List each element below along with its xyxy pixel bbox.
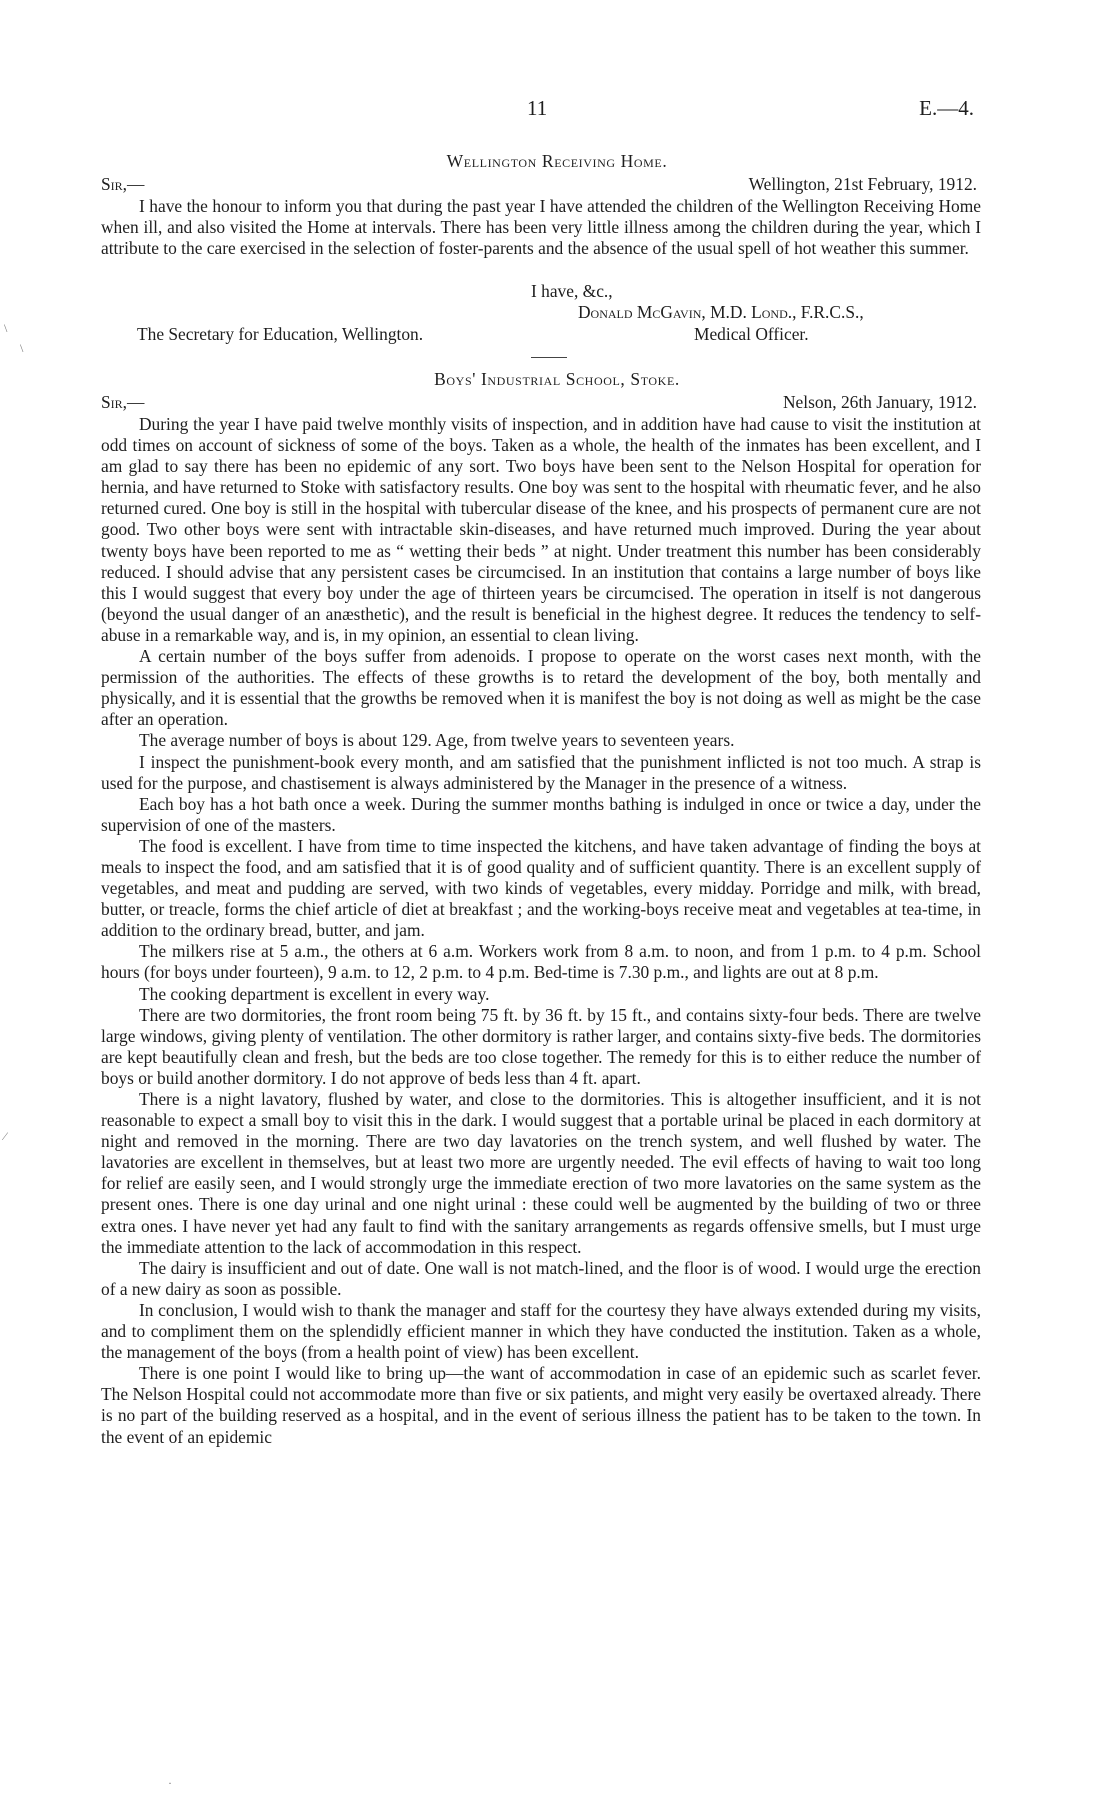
salutation: Sir,— bbox=[101, 174, 145, 194]
document-reference: E.—4. bbox=[919, 96, 974, 120]
paragraph: The cooking department is excellent in every way. bbox=[139, 983, 490, 1004]
closing: I have, &c., bbox=[531, 281, 613, 301]
paragraph: The average number of boys is about 129. Age, from twelve years to seventeen years. bbox=[139, 730, 735, 751]
paragraph: In conclusion, I would wish to thank the manager and staff for the courtesy they have always extended during my visits, and to compliment them on the splendidly efficient manner in which they have conducted the institution. Taken as a whole, the management of the boys (from a health point of view) has been excellent. bbox=[101, 1299, 981, 1363]
paragraph: There are two dormitories, the front room being 75 ft. by 36 ft. by 15 ft., and contains sixty-four beds. There are twelve large windows, giving plenty of ventilation. The other dormitory is rather larger, and contains sixty-five beds. The dormitories are kept beautifully clean and fresh, but the beds are too close together. The remedy for this is to either reduce the number of boys or build another dormitory. I do not approve of beds less than 4 ft. apart. bbox=[101, 1004, 981, 1088]
letter-body-2 bbox=[101, 414, 981, 1448]
paragraph: During the year I have paid twelve monthly visits of inspection, and in addition have had cause to visit the institution at odd times on account of sickness of some of the boys. Taken as a whole, the health of the inmates has been excellent, and I am glad to say there has been no epidemic of any sort. Two boys have been sent to the Nelson Hospital for operation for hernia, and have returned to Stoke with satisfactory results. One boy was sent to the hospital with rheumatic fever, and he also returned cured. One boy is still in the hospital with tubercular disease of the knee, and his prospects of permanent cure are not good. Two other boys were sent with intractable skin-diseases, and have returned much improved. During the year about twenty boys have been reported to me as “ wetting their beds ” at night. Under treatment this number has been considerably reduced. I should advise that any persistent cases be circumcised. In an institution that contains a large number of boys like this I would suggest that every boy under the age of thirteen years be circumcised. The operation in itself is not dangerous (beyond the usual danger of an anæsthetic), and the result is beneficial in the highest degree. It reduces the tendency to self-abuse in a remarkable way, and is, in my opinion, an essential to clean living. bbox=[101, 414, 981, 645]
salutation: Sir,— bbox=[101, 392, 145, 412]
addressee: The Secretary for Education, Wellington. bbox=[137, 324, 424, 344]
paragraph: There is a night lavatory, flushed by water, and close to the dormitories. This is altogether insufficient, and it is not reasonable to expect a small boy to visit this in the dark. I would suggest that a portable urinal be placed in each dormitory at night and removed in the morning. There are two day lavatories on the trench system, and well flushed by water. The lavatories are excellent in themselves, but at least two more are urgently needed. The evil effects of having to wait too long for relief are easily seen, and I would strongly urge the immediate erection of two more lavatories on the same system as the present ones. There is one day urinal and one night urinal : these could well be augmented by the building of two or three extra ones. I have never yet had any fault to find with the sanitary arrangements as regards offensive smells, but I must urge the immediate attention to the lack of accommodation in this respect. bbox=[101, 1089, 981, 1257]
paragraph: I have the honour to inform you that during the past year I have attended the children of the Wellington Receiving Home when ill, and also visited the Home at intervals. There has been very little illness among the children during the year, which I attribute to the care exercised in the selection of foster-parents and the absence of the usual spell of hot weather this summer. bbox=[101, 196, 981, 259]
scan-mark: ⁄ bbox=[4, 1129, 7, 1143]
page-number: 11 bbox=[527, 96, 548, 120]
scan-mark: \ bbox=[20, 341, 24, 355]
dateline: Wellington, 21st February, 1912. bbox=[748, 174, 977, 194]
dateline: Nelson, 26th January, 1912. bbox=[782, 392, 977, 412]
signatory-position: Medical Officer. bbox=[694, 324, 809, 344]
paragraph: I inspect the punishment-book every month, and am satisfied that the punishment inflicted is not too much. A strap is used for the purpose, and chastisement is always administered by the Manager in the presence of a witness. bbox=[101, 751, 981, 793]
paragraph: There is one point I would like to bring up—the want of accommodation in case of an epidemic such as scarlet fever. The Nelson Hospital could not accommodate more than five or six patients, and might very easily be overtaxed already. There is no part of the building reserved as a hospital, and in the event of serious illness the patient has to be taken to the town. In the event of an epidemic bbox=[101, 1363, 981, 1447]
scan-mark: \ bbox=[4, 321, 8, 335]
paragraph: The milkers rise at 5 a.m., the others at 6 a.m. Workers work from 8 a.m. to noon, and from 1 p.m. to 4 p.m. School hours (for boys under fourteen), 9 a.m. to 12, 2 p.m. to 4 p.m. Bed-time is 7.30 p.m., and lights are out at 8 p.m. bbox=[101, 941, 981, 983]
section-title-wellington-receiving-home: Wellington Receiving Home. bbox=[446, 151, 668, 171]
paragraph: The food is excellent. I have from time to time inspected the kitchens, and have taken advantage of finding the boys at meals to inspect the food, and am satisfied that it is of good quality and of sufficient quantity. There is an excellent supply of vegetables, and meat and pudding are served, with two kinds of vegetables, every midday. Porridge and milk, with bread, butter, or treacle, forms the chief article of diet at breakfast ; and the working-boys receive meat and vegetables at tea-time, in addition to the ordinary bread, butter, and jam. bbox=[101, 835, 981, 941]
paragraph: A certain number of the boys suffer from adenoids. I propose to operate on the worst cases next month, with the permission of the authorities. The effects of these growths is to retard the development of the boy, both mentally and physically, and it is essential that the growths be removed when it is manifest the boy is not doing as well as might be the case after an operation. bbox=[101, 646, 981, 730]
paragraph: The dairy is insufficient and out of date. One wall is not match-lined, and the floor is of wood. I would urge the erection of a new dairy as soon as possible. bbox=[101, 1257, 981, 1299]
paragraph: Each boy has a hot bath once a week. During the summer months bathing is indulged in once or twice a day, under the supervision of one of the masters. bbox=[101, 793, 981, 835]
scan-mark: · bbox=[168, 1776, 172, 1790]
section-title-boys-industrial-school: Boys' Industrial School, Stoke. bbox=[434, 369, 680, 389]
signatory-name: Donald McGavin, M.D. Lond., F.R.C.S., bbox=[578, 302, 864, 322]
letter-body-1 bbox=[101, 196, 981, 259]
section-divider bbox=[531, 357, 567, 358]
